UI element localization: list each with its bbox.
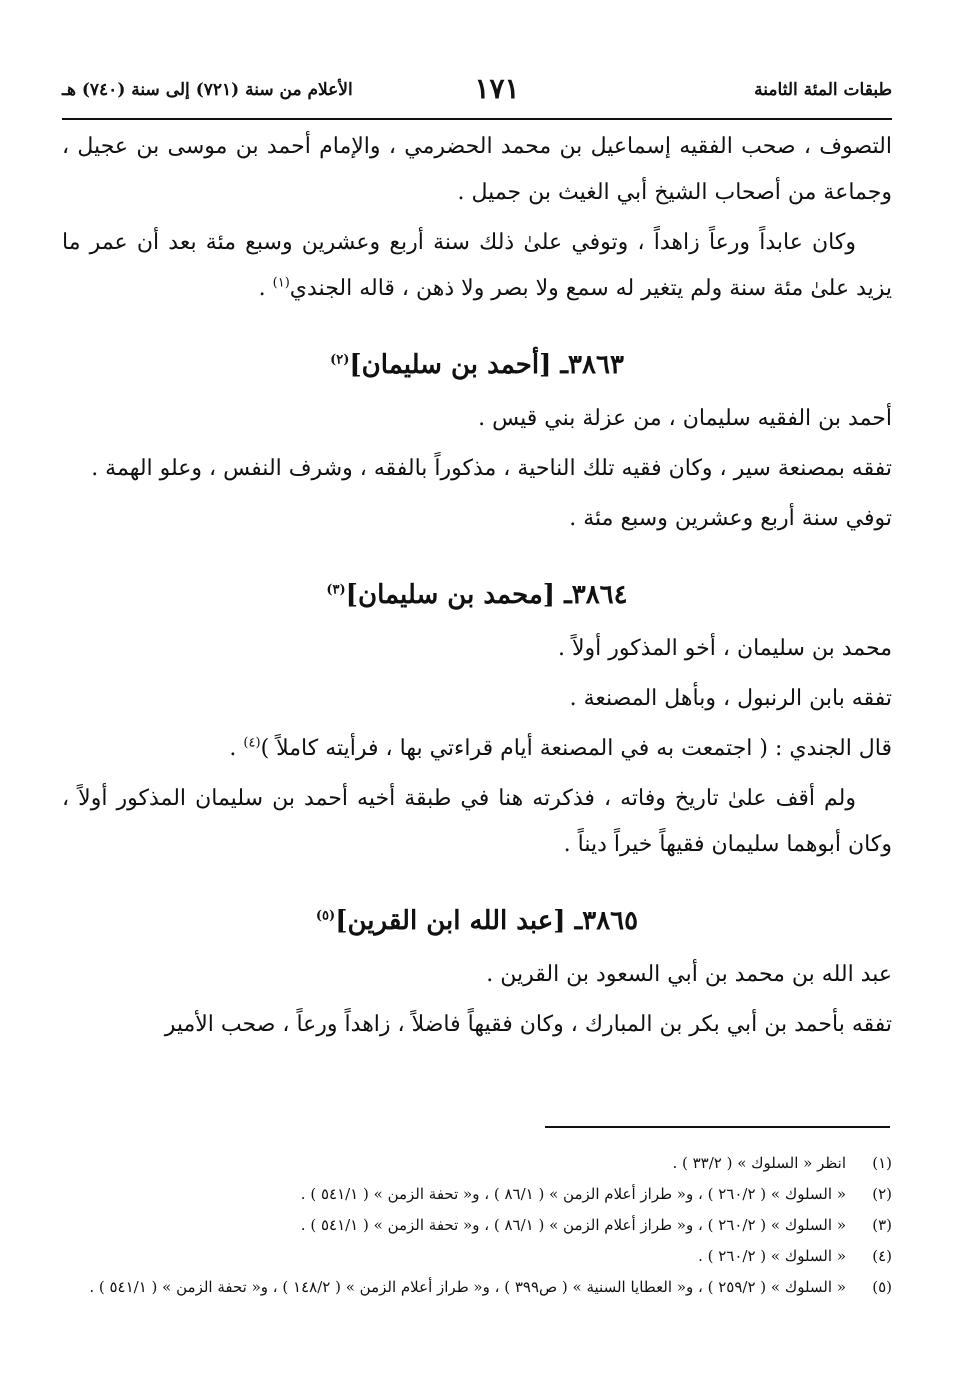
footnote-marker: (١) xyxy=(272,275,290,291)
paragraph: ولم أقف علىٰ تاريخ وفاته ، فذكرته هنا في طبقة أخيه أحمد بن سليمان المذكور أولاً ، وكان أبوهما سليمان فقيهاً خيراً ديناً . xyxy=(62,786,892,857)
footnote xyxy=(62,1210,892,1241)
footnote-text: « السلوك » ( ٢٦٠/٢ ) . xyxy=(698,1247,846,1265)
paragraph: أحمد بن الفقيه سليمان ، من عزلة بني قيس . xyxy=(478,406,892,431)
paragraph xyxy=(62,726,892,772)
paragraph: عبد الله بن محمد بن أبي السعود بن القرين . xyxy=(486,962,892,987)
entry-heading xyxy=(62,898,892,944)
footnotes xyxy=(62,1148,892,1303)
footnote-marker: (٢) xyxy=(330,352,350,368)
footnote xyxy=(62,1241,892,1272)
entry-title: ٣٨٦٤ـ [محمد بن سليمان] xyxy=(345,580,628,610)
footnote-text: انظر « السلوك » ( ٣٣/٢ ) . xyxy=(672,1154,846,1172)
page-number: ١٧١ xyxy=(474,72,520,105)
footnote-number: (٢) xyxy=(872,1185,892,1203)
footnote-separator xyxy=(545,1126,890,1128)
paragraph-tail: . xyxy=(229,736,244,761)
header-range-title: الأعلام من سنة (٧٢١) إلى سنة (٧٤٠) هـ xyxy=(62,80,353,100)
entry-heading xyxy=(62,342,892,388)
entry-title: ٣٨٦٥ـ [عبد الله ابن القرين] xyxy=(335,906,639,936)
footnote xyxy=(62,1272,892,1303)
header-section-title: طبقات المئة الثامنة xyxy=(754,80,892,100)
entry-title: ٣٨٦٣ـ [أحمد بن سليمان] xyxy=(349,350,624,380)
paragraph-tail: . xyxy=(258,276,273,301)
running-header xyxy=(62,72,892,110)
footnote-marker: (٥) xyxy=(315,908,336,924)
footnote-marker: (٤) xyxy=(243,735,261,751)
paragraph: تفقه بأحمد بن أبي بكر بن المبارك ، وكان فقيهاً فاضلاً ، زاهداً ورعاً ، صحب الأمير xyxy=(164,1012,892,1037)
paragraph-text: قال الجندي : ( اجتمعت به في المصنعة أيام قراءتي بها ، فرأيته كاملاً ) xyxy=(260,736,892,761)
paragraph: تفقه بابن الرنبول ، وبأهل المصنعة . xyxy=(569,686,892,711)
main-text xyxy=(62,124,892,1048)
paragraph: توفي سنة أربع وعشرين وسبع مئة . xyxy=(569,506,892,531)
paragraph: محمد بن سليمان ، أخو المذكور أولاً . xyxy=(557,636,892,661)
footnote-number: (١) xyxy=(872,1154,892,1172)
entry-heading xyxy=(62,572,892,618)
footnote-number: (٤) xyxy=(872,1247,892,1265)
footnote-number: (٥) xyxy=(872,1278,892,1296)
paragraph: التصوف ، صحب الفقيه إسماعيل بن محمد الحضرمي ، والإمام أحمد بن موسى بن عجيل ، وجماعة من أصحاب الشيخ أبي الغيث بن جميل . xyxy=(62,134,892,205)
paragraph: تفقه بمصنعة سير ، وكان فقيه تلك الناحية ، مذكوراً بالفقه ، وشرف النفس ، وعلو الهمة . xyxy=(91,456,892,481)
header-rule xyxy=(62,118,892,120)
footnote-text: « السلوك » ( ٢٦٠/٢ ) ، و« طراز أعلام الزمن » ( ٨٦/١ ) ، و« تحفة الزمن » ( ٥٤١/١ ) . xyxy=(300,1185,846,1203)
footnote-text: « السلوك » ( ٢٥٩/٢ ) ، و« العطايا السنية » ( ص٣٩٩ ) ، و« طراز أعلام الزمن » ( ١٤٨/٢ ) ، و« تحفة الزمن » ( ٥٤١/١ ) . xyxy=(89,1278,846,1296)
footnote-text: « السلوك » ( ٢٦٠/٢ ) ، و« طراز أعلام الزمن » ( ٨٦/١ ) ، و« تحفة الزمن » ( ٥٤١/١ ) . xyxy=(300,1216,846,1234)
footnote xyxy=(62,1148,892,1179)
footnote-number: (٣) xyxy=(872,1216,892,1234)
paragraph xyxy=(62,220,892,312)
paragraph-text: وكان عابداً ورعاً زاهداً ، وتوفي علىٰ ذلك سنة أربع وعشرين وسبع مئة بعد أن عمر ما يزيد علىٰ مئة سنة ولم يتغير له سمع ولا بصر ولا ذهن ، قاله الجندي xyxy=(62,230,892,301)
footnote xyxy=(62,1179,892,1210)
footnote-marker: (٣) xyxy=(326,582,346,598)
